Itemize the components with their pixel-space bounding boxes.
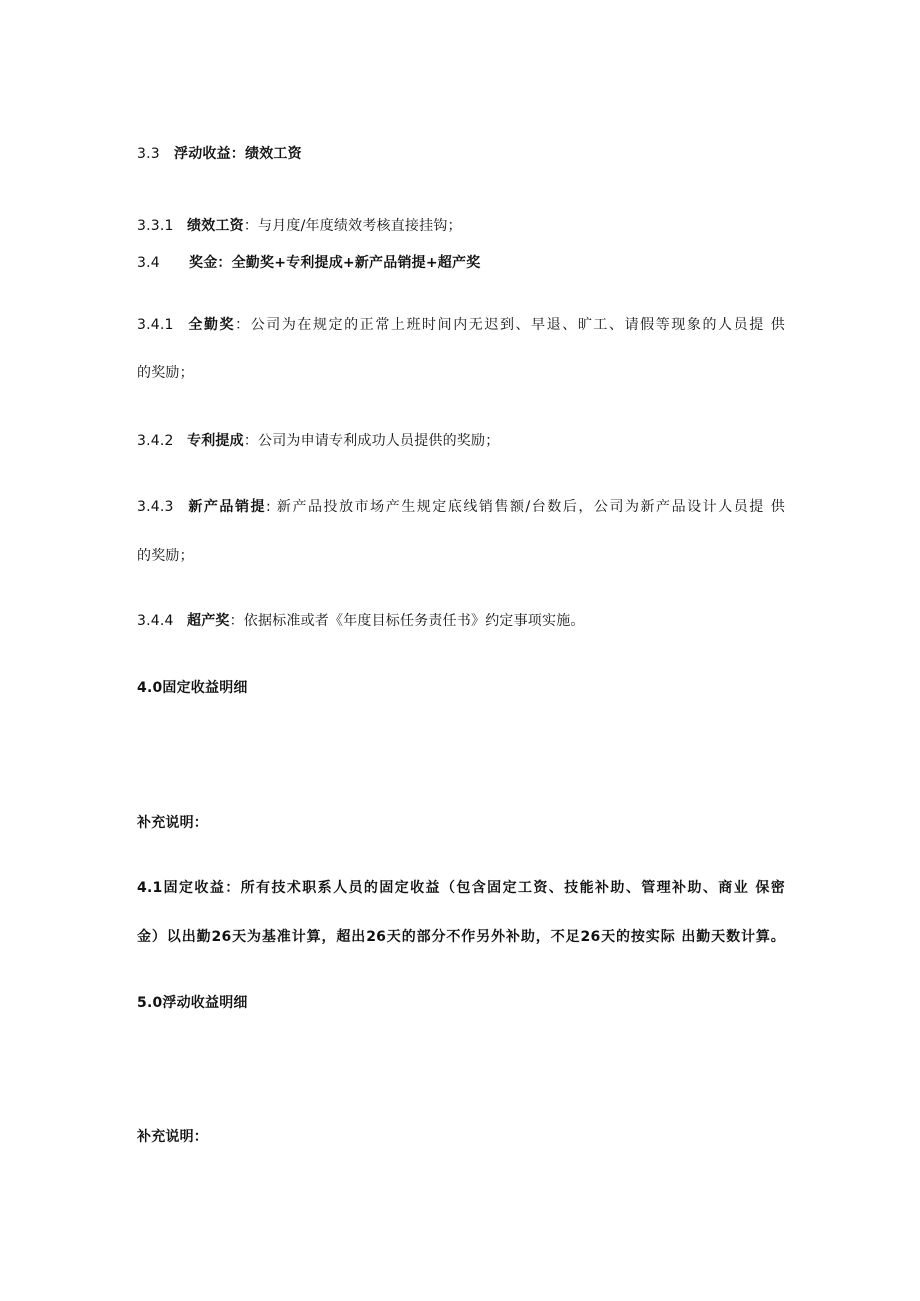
section-number: 3.4.3 <box>137 499 174 515</box>
term: 新产品销提 <box>187 499 267 515</box>
term: 专利提成 <box>187 433 244 449</box>
section-number: 3.4.1 <box>137 317 174 333</box>
section-title: 浮动收益：绩效工资 <box>174 146 302 162</box>
section-number: 3.3.1 <box>137 218 174 234</box>
section-number: 3.4.4 <box>137 613 174 629</box>
section-3-3-1 <box>137 216 462 236</box>
supplementary-note-heading: 补充说明： <box>137 1129 208 1145</box>
section-3-4-1 <box>137 315 785 335</box>
term: 超产奖 <box>187 613 230 629</box>
section-3-4-1-continuation: 的奖励； <box>137 365 194 381</box>
section-4-0-heading: 4.0固定收益明细 <box>137 680 248 696</box>
definition-text: ：公司为在规定的正常上班时间内无迟到、早退、旷工、请假等现象的人员提 供 <box>235 317 785 333</box>
definition-text: ：与月度/年度绩效考核直接挂钩； <box>243 218 462 234</box>
section-3-3-heading <box>137 144 302 164</box>
section-3-4-heading <box>137 253 480 273</box>
term: 绩效工资 <box>187 218 244 234</box>
term: 全勤奖 <box>187 317 236 333</box>
definition-text: : 新产品投放市场产生规定底线销售额/台数后，公司为新产品设计人员提 供 <box>266 499 785 515</box>
section-5-0-heading: 5.0浮动收益明细 <box>137 995 248 1011</box>
section-4-1-line-2: 金）以出勤26天为基准计算，超出26天的部分不作另外补助，不足26天的按实际 出勤天数计算。 <box>137 929 785 945</box>
definition-text: ：公司为申请专利成功人员提供的奖励； <box>243 433 500 449</box>
section-4-1-line-1: 4.1固定收益：所有技术职系人员的固定收益（包含固定工资、技能补助、管理补助、商业 保密 <box>137 880 785 896</box>
section-3-4-2 <box>137 431 499 451</box>
section-number: 3.3 <box>137 146 160 162</box>
section-number: 3.4 <box>137 255 160 271</box>
section-number: 3.4.2 <box>137 433 174 449</box>
section-title: 奖金：全勤奖+专利提成+新产品销提+超产奖 <box>189 255 481 271</box>
definition-text: ：依据标准或者《年度目标任务责任书》约定事项实施。 <box>229 613 585 629</box>
section-3-4-3-continuation: 的奖励； <box>137 548 194 564</box>
section-3-4-3 <box>137 497 785 517</box>
section-3-4-4 <box>137 611 585 631</box>
supplementary-note-heading: 补充说明： <box>137 815 208 831</box>
